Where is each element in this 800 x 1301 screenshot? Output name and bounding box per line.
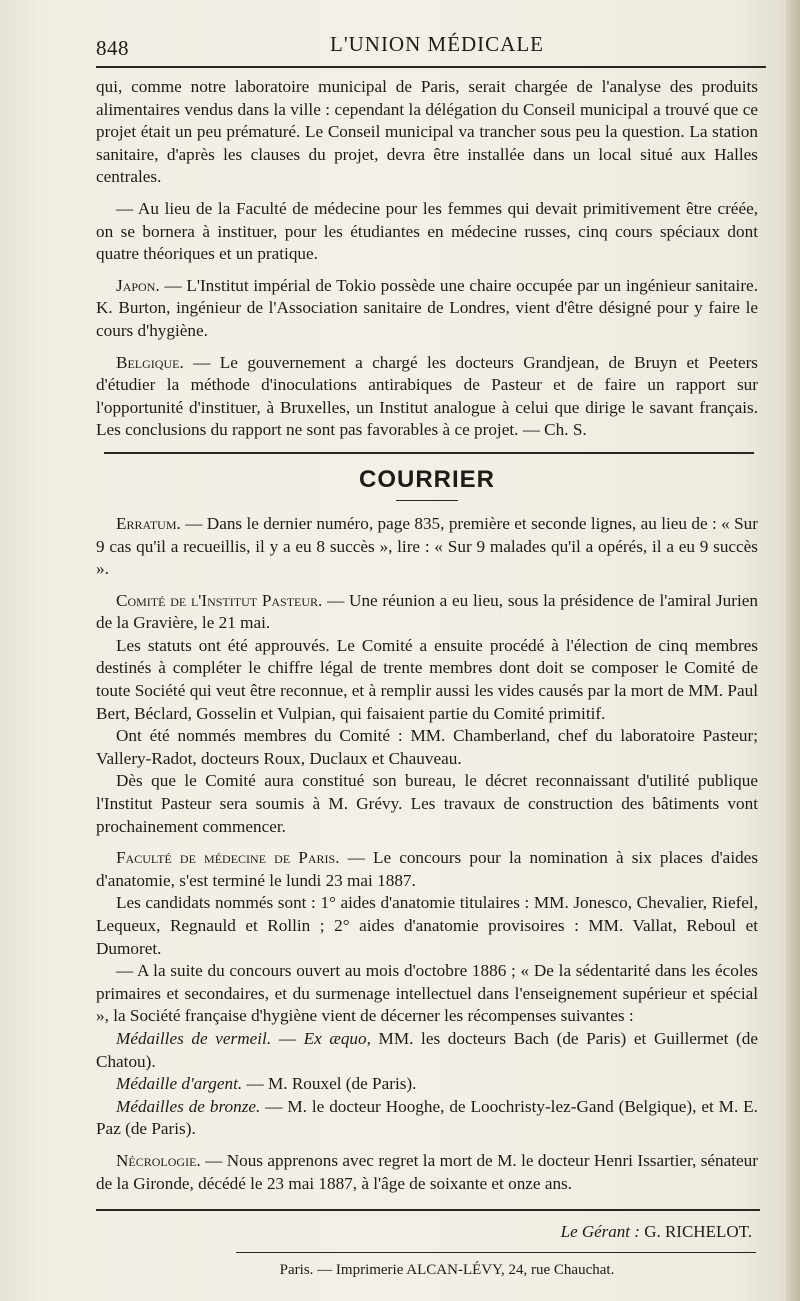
text-comite: — Une réunion a eu lieu, sous la présidence de l'amiral Jurien de la Gravière, le 21 mai. [96,590,758,633]
text-necrologie: — Nous apprenons avec regret la mort de M. le docteur Henri Issartier, sénateur de la Gironde, décédé le 23 mai 1887, à l'âge de soixante et onze ans. [96,1150,758,1193]
gerant-name: G. RICHELOT. [639,1222,752,1242]
paragraph-argent [96,1073,758,1096]
page-spine-shadow [786,0,800,1301]
paragraph-faculte [96,847,758,892]
label-erratum: Erratum. [116,513,181,533]
label-japon: Japon. [116,275,160,295]
text-japon: — L'Institut impérial de Tokio possède une chaire occupée par un ingénieur sanitaire. K. Burton, ingénieur de l'Association sanitaire de Londres, vient d'être désigné pour y faire le cours d'hygiène. [96,275,758,340]
text-argent: — M. Rouxel (de Paris). [242,1074,417,1094]
paragraph-bronze [96,1096,758,1141]
paragraph-necrologie [96,1150,758,1195]
page-header [96,30,756,64]
label-argent: Médaille d'argent. [116,1074,243,1094]
section-title: COURRIER [358,465,495,493]
page-number: 848 [96,36,129,60]
label-bronze: Médailles de bronze. [116,1096,261,1116]
paragraph-russia-continued: qui, comme notre laboratoire municipal de Paris, serait chargée de l'analyse des produits alimentaires vendus dans la ville : cependant la délégation du Conseil municipal a trouvé que ce projet était un peu prématuré. Le Conseil municipal va trancher sous peu la question. La station sanitaire, d'après les clauses du projet, devra être installée dans un local situé aux Halles centrales. [96,77,758,187]
article-body [96,76,758,1281]
text-erratum: — Dans le dernier numéro, page 835, première et seconde lignes, au lieu de : « Sur 9 cas qu'il a recueillis, il y a eu 8 succès », lire : « Sur 9 malades qu'il a opérés, il a eu 9 succès ». [96,513,758,579]
paragraph-candidats: Les candidats nommés sont : 1° aides d'anatomie titulaires : MM. Jonesco, Chevalier, Riefel, Lequeux, Regnauld et Rollin ; 2° aides d'anatomie provisoires : MM. Vallat, Reboul et Dumoret. [96,893,758,958]
gerant-signature [96,1221,758,1244]
paragraph-nommes: Ont été nommés membres du Comité : MM. Chamberland, chef du laboratoire Pasteur; Vallery-Radot, docteurs Roux, Duclaux et Chauveau. [96,726,758,768]
paragraph-erratum [96,513,758,581]
printer-imprint: Paris. — Imprimerie ALCAN-LÉVY, 24, rue Chauchat. [279,1261,615,1278]
text-belgique: — Le gouvernement a chargé les docteurs Grandjean, de Bruyn et Peeters d'étudier la méthode d'inoculations antirabiques de Pasteur et de faire un rapport sur l'opportunité d'instituer, à Bruxelles, un Institut analogue à celui que dirige le savant français. Les conclusions du rapport ne sont pas favorables à ce projet. — Ch. S. [96,352,758,440]
end-rule [96,1209,760,1211]
gerant-label: Le Gérant : [560,1222,640,1242]
label-comite: Comité de l'Institut Pasteur. [116,590,323,610]
paragraph-des-que: Dès que le Comité aura constitué son bureau, le décret reconnaissant d'utilité publique l'Institut Pasteur sera soumis à M. Grévy. Les travaux de construction des bâtiments vont prochainement commencer. [96,771,758,836]
text-faculte: — Le concours pour la nomination à six places d'aides d'anatomie, s'est terminé le lundi 23 mai 1887. [96,848,759,890]
title-underline [396,500,458,501]
paragraph-russia-faculty: — Au lieu de la Faculté de médecine pour les femmes qui devait primitivement être créée, on se bornera à instituer, pour les étudiantes en médecine russes, cinq cours spéciaux dont quatre théoriques et un pratique. [96,198,758,264]
paragraph-belgique [96,352,758,442]
section-divider [104,452,754,454]
paragraph-japon [96,275,758,343]
running-title: L'UNION MÉDICALE [330,32,545,56]
paragraph-comite [96,590,758,635]
text-vermeil: , MM. les docteurs Bach (de Paris) et Guillermet (de Chatou). [96,1028,758,1071]
label-belgique: Belgique. [116,352,184,372]
paragraph-suite: — A la suite du concours ouvert au mois d'octobre 1886 ; « De la sédentarité dans les écoles primaires et secondaires, et du surmenage intellectuel dans l'enseignement supérieur et spécial », la Société française d'hygiène vient de décerner les récompenses suivantes : [96,961,758,1026]
header-rule [96,66,766,68]
paragraph-vermeil [96,1028,758,1073]
text-bronze: — M. le docteur Hooghe, de Loochristy-lez-Gand (Belgique), et M. E. Paz (de Paris). [96,1096,758,1139]
paragraph-statuts: Les statuts ont été approuvés. Le Comité a ensuite procédé à l'élection de cinq membres destinés à compléter le chiffre légal de trente membres dont doit se composer le Comité de toute Société qui veut être reconnue, et à remplir aussi les vides causés par la mort de MM. Paul Bert, Béclard, Gosselin et Vulpian, qui faisaient partie du Comité primitif. [96,635,758,723]
imprint-rule [236,1252,756,1253]
label-faculte: Faculté de médecine de Paris. [116,848,340,868]
latin-ex-aequo: Ex æquo [303,1028,367,1048]
label-vermeil: Médailles de vermeil. [116,1028,272,1048]
dash-vermeil: — [271,1028,304,1048]
label-necrologie: Nécrologie. [116,1150,201,1170]
